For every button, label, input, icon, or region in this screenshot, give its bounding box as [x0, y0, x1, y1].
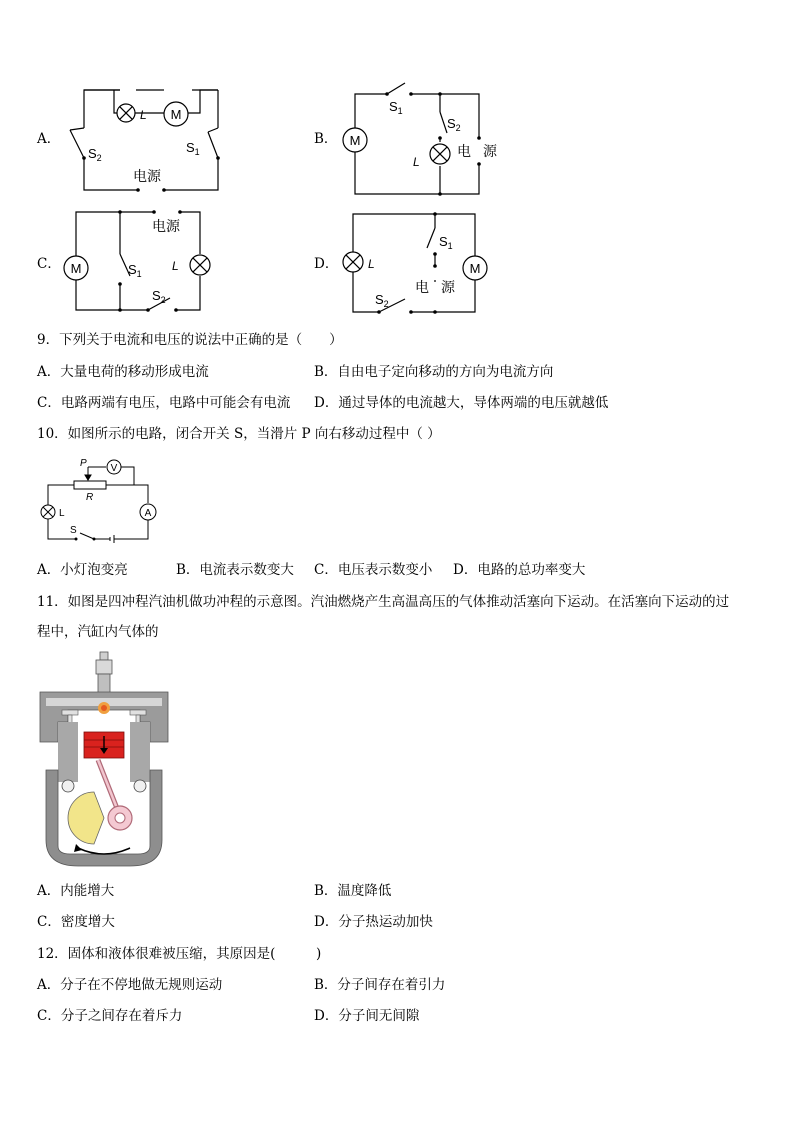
circuit-diagram-d — [335, 206, 500, 318]
ammeter-label: A — [144, 508, 152, 519]
switch-s2-label: $S_2$ — [152, 288, 166, 305]
switch-s-label: S — [70, 525, 77, 536]
power-label-b: 源 — [441, 279, 455, 295]
voltmeter-label: V — [110, 463, 118, 474]
lamp-label: L — [413, 155, 420, 169]
switch-s2-label: $S_2$ — [375, 292, 389, 309]
motor-label: M — [70, 261, 82, 276]
power-label-a: 电 — [415, 279, 429, 295]
option-c-letter: C． — [37, 256, 61, 272]
q10-option-b: B．电流表示数变大 — [176, 562, 294, 578]
q12-option-b: B．分子间存在着引力 — [314, 977, 446, 993]
engine-cylinder-diagram — [38, 650, 170, 872]
motor-label: M — [170, 107, 182, 122]
q11-option-b: B．温度降低 — [314, 883, 392, 899]
switch-s1-label: $S_1$ — [439, 234, 453, 251]
lamp-label: L — [140, 108, 147, 122]
circuit-diagram-b — [335, 78, 515, 200]
power-label-b: 源 — [483, 143, 497, 159]
q9-option-b: B．自由电子定向移动的方向为电流方向 — [314, 364, 554, 380]
q12-stem: 12．固体和液体很难被压缩，其原因是( ) — [37, 946, 322, 962]
switch-s2-label: $S_2$ — [88, 146, 102, 163]
power-label: 电源 — [133, 168, 161, 184]
q9-option-d: D．通过导体的电流越大，导体两端的电压就越低 — [314, 395, 609, 411]
switch-s2-label: $S_2$ — [447, 116, 461, 133]
switch-s1-label: $S_1$ — [389, 99, 403, 116]
q12-option-c: C．分子之间存在着斥力 — [37, 1008, 183, 1024]
switch-s1-label: $S_1$ — [186, 140, 200, 157]
lamp-label: L — [368, 257, 375, 271]
q11-option-a: A．内能增大 — [37, 883, 115, 899]
q12-option-a: A．分子在不停地做无规则运动 — [37, 977, 223, 993]
q9-stem: 9．下列关于电流和电压的说法中正确的是（ ） — [37, 332, 343, 348]
motor-label: M — [349, 133, 361, 148]
option-b-letter: B． — [314, 131, 338, 147]
q11-stem-line1: 11．如图是四冲程汽油机做功冲程的示意图。汽油燃烧产生高温高压的气体推动活塞向下运动。在活塞向下运动的过 — [37, 594, 730, 610]
q10-option-c: C．电压表示数变小 — [314, 562, 433, 578]
circuit-diagram-a — [60, 80, 240, 200]
q10-option-a: A．小灯泡变亮 — [37, 562, 128, 578]
q10-stem: 10．如图所示的电路，闭合开关 S，当滑片 P 向右移动过程中（ ） — [37, 426, 441, 442]
motor-label: M — [469, 261, 481, 276]
resistor-r-label: R — [86, 492, 94, 503]
option-d-letter: D． — [314, 256, 339, 272]
q9-option-c: C．电路两端有电压，电路中可能会有电流 — [37, 395, 291, 411]
q11-stem-line2: 程中，汽缸内气体的 — [37, 624, 159, 640]
q10-option-d: D．电路的总功率变大 — [453, 562, 586, 578]
q11-option-d: D．分子热运动加快 — [314, 914, 433, 930]
switch-s1-label: $S_1$ — [128, 262, 142, 279]
option-a-letter: A． — [37, 131, 61, 147]
q11-option-c: C．密度增大 — [37, 914, 115, 930]
circuit-diagram-c — [60, 206, 220, 316]
lamp-l-label: L — [59, 508, 65, 519]
power-label-a: 电 — [457, 143, 471, 159]
q12-option-d: D．分子间无间隙 — [314, 1008, 420, 1024]
q9-option-a: A．大量电荷的移动形成电流 — [37, 364, 209, 380]
slider-p-label: P — [80, 458, 87, 469]
lamp-label: L — [172, 259, 179, 273]
power-label: 电源 — [152, 218, 180, 234]
q10-circuit-diagram — [38, 455, 158, 550]
